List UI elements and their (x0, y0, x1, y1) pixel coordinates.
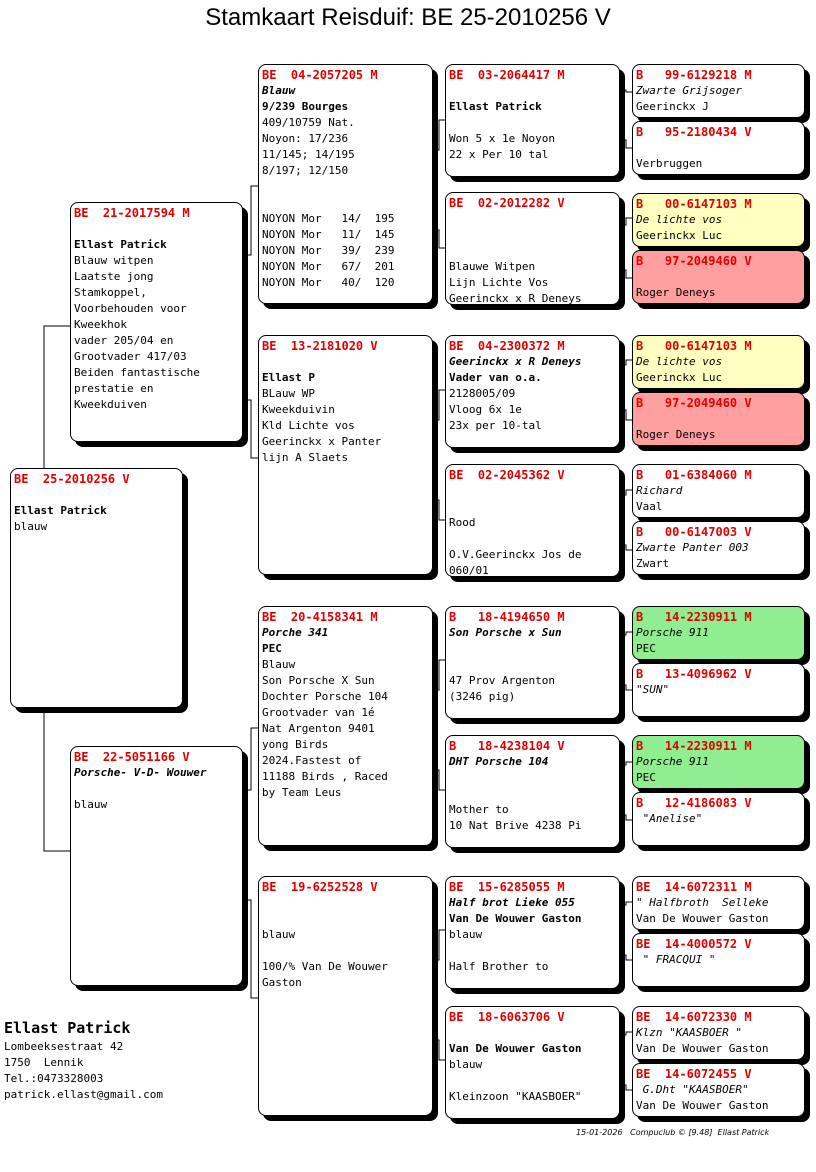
pedigree-text-line: G.Dht "KAASBOER" (636, 1083, 749, 1096)
ring-number: BE 14-6072311 M (636, 880, 752, 894)
pedigree-text-line: 060/01 (449, 564, 489, 577)
pedigree-box-ssd (445, 192, 620, 305)
pedigree-text-line: 2024.Fastest of (262, 754, 362, 767)
pedigree-box-g4 (632, 250, 805, 304)
pedigree-text-line (262, 943, 429, 959)
ring-number: B 99-6129218 M (636, 68, 752, 82)
pedigree-box-g14 (632, 933, 805, 987)
pedigree-text-line (262, 354, 429, 370)
pedigree-text-line: Rood (449, 516, 476, 529)
pedigree-text-line: Noyon: 17/236 (262, 132, 349, 145)
pedigree-text-line: " Halfbroth Selleke (636, 896, 769, 909)
ring-number: BE 21-2017594 M (74, 206, 190, 220)
pedigree-box-dds (445, 876, 620, 989)
pedigree-box-g12 (632, 792, 805, 846)
pedigree-text-line: Zwarte Panter 003 (636, 541, 749, 554)
pedigree-text-line (449, 483, 616, 499)
pedigree-text-line: Blauw (262, 658, 296, 671)
pedigree-box-g5 (632, 335, 805, 389)
owner-block (4, 1017, 163, 1103)
pedigree-text-line: yong Birds (262, 738, 329, 751)
pedigree-text-line: De lichte vos (636, 213, 723, 226)
pedigree-text-line (449, 115, 616, 131)
ring-number: B 97-2049460 V (636, 254, 752, 268)
pedigree-box-g7 (632, 464, 805, 518)
ring-number: BE 02-2012282 V (449, 196, 565, 210)
pedigree-text-line: Kweekduiven (74, 398, 147, 411)
pedigree-text-line: 10 Nat Brive 4238 Pi (449, 819, 582, 832)
pedigree-text-line (449, 531, 616, 547)
page-title: Stamkaart Reisduif: BE 25-2010256 V (205, 4, 611, 31)
pedigree-box-dss (445, 606, 620, 719)
pedigree-text-line: Laatste jong (74, 270, 154, 283)
pedigree-text-line: Gaston (262, 976, 302, 989)
pedigree-text-line: Beiden fantastische (74, 366, 200, 379)
pedigree-text-line: blauw (14, 520, 48, 533)
pedigree-text-line: O.V.Geerinckx Jos de (449, 548, 582, 561)
ring-number: BE 20-4158341 M (262, 610, 378, 624)
pedigree-text-line: Roger Deneys (636, 428, 716, 441)
pedigree-box-g2 (632, 121, 805, 175)
pedigree-text-line (449, 770, 616, 786)
ring-number: B 13-4096962 V (636, 667, 752, 681)
pedigree-text-line: blauw (74, 798, 108, 811)
pedigree-text-line: Kweekduivin (262, 403, 335, 416)
pedigree-text-line: Mother to (449, 803, 509, 816)
pedigree-text-line: Kld Lichte vos (262, 419, 355, 432)
pedigree-box-g11 (632, 735, 805, 789)
owner-name: Ellast Patrick (4, 1019, 131, 1037)
pedigree-text-line: Geerinckx x R Deneys (449, 355, 582, 368)
pedigree-text-line (636, 140, 801, 156)
pedigree-text-line: PEC (636, 771, 656, 784)
pedigree-box-dsd (445, 735, 620, 848)
pedigree-text-line (449, 657, 616, 673)
pedigree-text-line: NOYON Mor 11/ 145 (262, 228, 395, 241)
pedigree-text-line: Half brot Lieke 055 (449, 896, 575, 909)
pedigree-text-line (449, 1073, 616, 1089)
pedigree-text-line: Zwarte Grijsoger (636, 84, 742, 97)
pedigree-text-line: 8/197; 12/150 (262, 164, 349, 177)
pedigree-box-g13 (632, 876, 805, 930)
pedigree-text-line: "Anelise" (636, 812, 703, 825)
footer-credit: 15-01-2026 Compuclub © [9.48] Ellast Patrick (576, 1128, 770, 1137)
ring-number: B 00-6147003 V (636, 525, 752, 539)
pedigree-text-line: PEC (636, 642, 656, 655)
pedigree-box-g9 (632, 606, 805, 660)
ring-number: B 12-4186083 V (636, 796, 752, 810)
ring-number: B 00-6147103 M (636, 197, 752, 211)
pedigree-box-g16 (632, 1063, 805, 1117)
pedigree-box-sire (70, 202, 243, 442)
pedigree-text-line: "SUN" (636, 683, 670, 696)
ring-number: BE 19-6252528 V (262, 880, 378, 894)
pedigree-box-g8 (632, 521, 805, 575)
ring-number: BE 02-2045362 V (449, 468, 565, 482)
ring-number: B 18-4238104 V (449, 739, 565, 753)
pedigree-text-line: Kweekhok (74, 318, 127, 331)
pedigree-text-line: " FRACQUI " (636, 953, 716, 966)
pedigree-box-ddd (445, 1006, 620, 1119)
pedigree-text-line (262, 195, 429, 211)
pedigree-text-line: Ellast P (262, 371, 315, 384)
pedigree-text-line: blauw (262, 928, 296, 941)
pedigree-text-line (449, 641, 616, 657)
ring-number: B 14-2230911 M (636, 739, 752, 753)
pedigree-text-line: Van De Wouwer Gaston (449, 912, 582, 925)
pedigree-text-line: 23x per 10-tal (449, 419, 542, 432)
pedigree-text-line: Geerinckx Luc (636, 229, 723, 242)
ring-number: B 18-4194650 M (449, 610, 565, 624)
pedigree-text-line: NOYON Mor 40/ 120 (262, 276, 395, 289)
pedigree-text-line: 11/145; 14/195 (262, 148, 355, 161)
pedigree-text-line: Van De Wouwer Gaston (636, 912, 769, 925)
pedigree-text-line: Blauwe Witpen (449, 260, 536, 273)
pedigree-text-line: Zwart (636, 557, 670, 570)
ring-number: BE 03-2064417 M (449, 68, 565, 82)
pedigree-text-line: Porche 341 (262, 626, 329, 639)
pedigree-text-line (636, 411, 801, 427)
pedigree-box-g10 (632, 663, 805, 717)
owner-city: 1750 Lennik (4, 1056, 84, 1069)
pedigree-text-line: 2128005/09 (449, 387, 516, 400)
pedigree-text-line (636, 269, 801, 285)
pedigree-box-sds (445, 335, 620, 448)
pedigree-box-g3 (632, 193, 805, 247)
pedigree-box-sd (258, 335, 433, 575)
pedigree-text-line (449, 83, 616, 99)
pedigree-text-line: Voorbehouden voor (74, 302, 187, 315)
pedigree-text-line (74, 781, 239, 797)
pedigree-box-ds (258, 606, 433, 846)
pedigree-text-line (262, 179, 429, 195)
pedigree-box-subject (10, 468, 183, 708)
pedigree-text-line: NOYON Mor 67/ 201 (262, 260, 395, 273)
pedigree-box-dam (70, 746, 243, 986)
ring-number: BE 15-6285055 M (449, 880, 565, 894)
pedigree-text-line: vader 205/04 en (74, 334, 174, 347)
pedigree-text-line (449, 1025, 616, 1041)
pedigree-text-line: Geerinckx Luc (636, 371, 723, 384)
pedigree-text-line (449, 499, 616, 515)
pedigree-text-line: Geerinckx J (636, 100, 709, 113)
pedigree-text-line: Vaal (636, 500, 663, 513)
pedigree-text-line: Stamkoppel, (74, 286, 147, 299)
pedigree-text-line: NOYON Mor 14/ 195 (262, 212, 395, 225)
ring-number: B 95-2180434 V (636, 125, 752, 139)
pedigree-text-line (449, 227, 616, 243)
pedigree-text-line: Porsche 911 (636, 755, 709, 768)
pedigree-text-line: Dochter Porsche 104 (262, 690, 388, 703)
pedigree-text-line: 22 x Per 10 tal (449, 148, 549, 161)
ring-number: BE 14-6072330 M (636, 1010, 752, 1024)
ring-number: BE 13-2181020 V (262, 339, 378, 353)
pedigree-text-line: 47 Prov Argenton (449, 674, 555, 687)
ring-number: BE 04-2057205 M (262, 68, 378, 82)
pedigree-text-line: NOYON Mor 39/ 239 (262, 244, 395, 257)
pedigree-text-line: Blauw (262, 84, 296, 97)
pedigree-box-g6 (632, 392, 805, 446)
owner-email: patrick.ellast@gmail.com (4, 1088, 163, 1101)
pedigree-text-line: lijn A Slaets (262, 451, 349, 464)
pedigree-text-line: Ellast Patrick (14, 504, 107, 517)
pedigree-text-line: Van De Wouwer Gaston (449, 1042, 582, 1055)
pedigree-text-line: Kleinzoon "KAASBOER" (449, 1090, 582, 1103)
owner-phone: Tel.:0473328003 (4, 1072, 104, 1085)
pedigree-text-line: Blauw witpen (74, 254, 154, 267)
pedigree-text-line: Klzn "KAASBOER " (636, 1026, 742, 1039)
pedigree-text-line (449, 786, 616, 802)
pedigree-text-line: prestatie en (74, 382, 154, 395)
pedigree-box-g15 (632, 1006, 805, 1060)
pedigree-text-line: Roger Deneys (636, 286, 716, 299)
pedigree-text-line (262, 895, 429, 911)
pedigree-text-line: 9/239 Bourges (262, 100, 349, 113)
ring-number: B 14-2230911 M (636, 610, 752, 624)
pedigree-text-line: Ellast Patrick (74, 238, 167, 251)
pedigree-box-ss (258, 64, 433, 304)
ring-number: BE 04-2300372 M (449, 339, 565, 353)
pedigree-text-line: DHT Porsche 104 (449, 755, 549, 768)
pedigree-text-line: PEC (262, 642, 282, 655)
pedigree-text-line: Richard (636, 484, 683, 497)
pedigree-text-line: by Team Leus (262, 786, 342, 799)
pedigree-text-line: Son Porsche x Sun (449, 626, 562, 639)
pedigree-text-line (14, 487, 179, 503)
pedigree-text-line: Porsche 911 (636, 626, 709, 639)
pedigree-text-line: blauw (449, 928, 483, 941)
pedigree-text-line: Nat Argenton 9401 (262, 722, 375, 735)
pedigree-text-line (449, 943, 616, 959)
pedigree-text-line: Half Brother to (449, 960, 549, 973)
pedigree-text-line: Porsche- V-D- Wouwer (74, 766, 207, 779)
pedigree-text-line: Ellast Patrick (449, 100, 542, 113)
pedigree-text-line: (3246 pig) (449, 690, 516, 703)
pedigree-text-line: Van De Wouwer Gaston (636, 1042, 769, 1055)
pedigree-text-line: Vloog 6x 1e (449, 403, 522, 416)
ring-number: BE 18-6063706 V (449, 1010, 565, 1024)
pedigree-text-line (262, 911, 429, 927)
pedigree-text-line: Vader van o.a. (449, 371, 542, 384)
pedigree-text-line: Verbruggen (636, 157, 703, 170)
pedigree-text-line: Lijn Lichte Vos (449, 276, 549, 289)
ring-number: BE 25-2010256 V (14, 472, 130, 486)
ring-number: BE 22-5051166 V (74, 750, 190, 764)
ring-number: BE 14-4000572 V (636, 937, 752, 951)
pedigree-text-line (74, 221, 239, 237)
pedigree-text-line: Grootvader 417/03 (74, 350, 187, 363)
owner-street: Lombeeksestraat 42 (4, 1040, 124, 1053)
pedigree-text-line: 11188 Birds , Raced (262, 770, 388, 783)
pedigree-text-line (449, 243, 616, 259)
pedigree-text-line: Won 5 x 1e Noyon (449, 132, 555, 145)
pedigree-text-line: 409/10759 Nat. (262, 116, 355, 129)
pedigree-text-line: Geerinckx x Panter (262, 435, 382, 448)
pedigree-text-line (449, 211, 616, 227)
pedigree-box-dd (258, 876, 433, 1116)
pedigree-text-line: Van De Wouwer Gaston (636, 1099, 769, 1112)
ring-number: BE 14-6072455 V (636, 1067, 752, 1081)
pedigree-text-line: Geerinckx x R Deneys (449, 292, 582, 305)
pedigree-text-line: Grootvader van 1é (262, 706, 375, 719)
pedigree-text-line: De lichte vos (636, 355, 723, 368)
ring-number: B 97-2049460 V (636, 396, 752, 410)
pedigree-box-sss (445, 64, 620, 177)
pedigree-box-g1 (632, 64, 805, 118)
pedigree-text-line: BLauw WP (262, 387, 315, 400)
ring-number: B 01-6384060 M (636, 468, 752, 482)
pedigree-text-line: 100/% Van De Wouwer (262, 960, 388, 973)
pedigree-box-sdd (445, 464, 620, 577)
pedigree-text-line: blauw (449, 1058, 483, 1071)
pedigree-text-line: Son Porsche X Sun (262, 674, 375, 687)
ring-number: B 00-6147103 M (636, 339, 752, 353)
